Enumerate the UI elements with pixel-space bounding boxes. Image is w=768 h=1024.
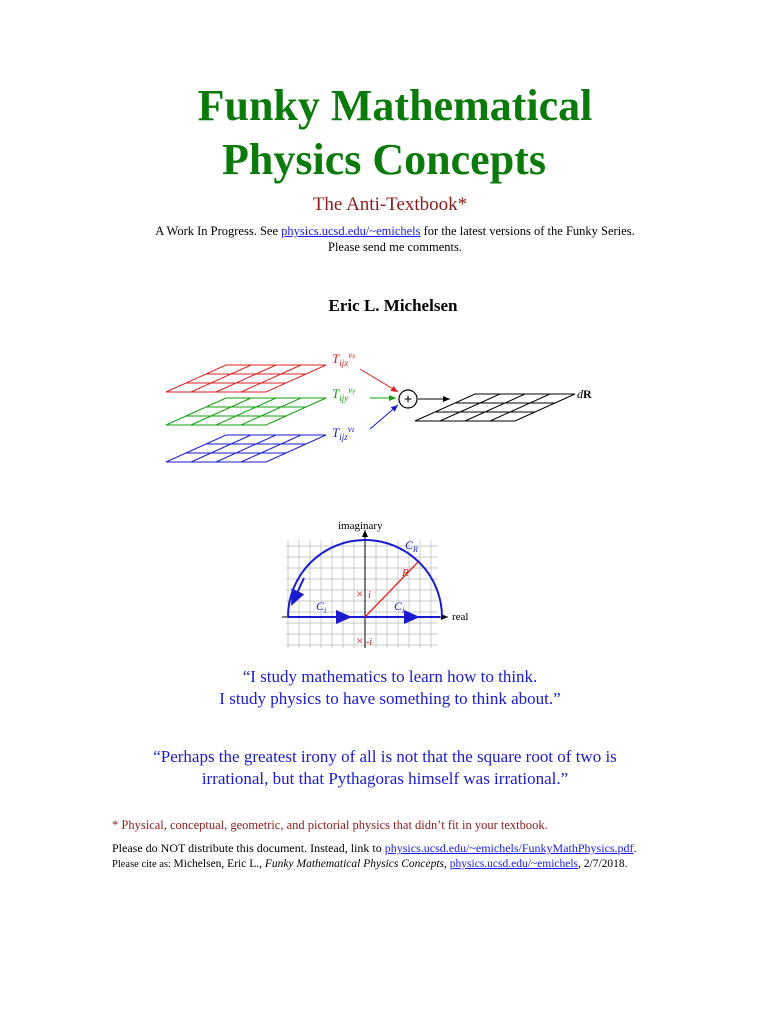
wip-suffix: for the latest versions of the Funky Series. — [420, 224, 635, 238]
contour-diagram — [278, 518, 488, 650]
pole-neg-i-label: -i — [366, 637, 373, 648]
pole-i-label: i — [368, 590, 371, 601]
title-line-2: Physics Concepts — [222, 135, 546, 184]
radius-label: R — [402, 567, 409, 579]
author: Eric L. Michelsen — [328, 296, 458, 315]
wip-line-2: Please send me comments. — [328, 240, 462, 254]
cite-prefix: Please cite as: — [112, 859, 174, 870]
label-tijx: $T_{ijx}^vx$ — [332, 350, 356, 368]
quote-1 — [0, 666, 768, 710]
footnote: * Physical, conceptual, geometric, and pictorial physics that didn’t fit in your textbook. — [112, 818, 548, 832]
real-label: real — [452, 611, 469, 623]
cite-sep: , — [444, 858, 450, 870]
label-tijz: $T_{ijz}^vz$ — [332, 424, 355, 442]
ci-left-label: $C_i$ — [316, 599, 327, 615]
quote-2-line-1: “Perhaps the greatest irony of all is not that the square root of two is — [153, 747, 617, 766]
subtitle: The Anti-Textbook* — [312, 194, 468, 215]
label-dR: dR — [577, 387, 592, 401]
tensor-sum-diagram — [160, 345, 600, 470]
red-grid-sheet — [166, 365, 326, 392]
pole-i-marker: × — [356, 586, 364, 601]
dist-suffix: . — [633, 841, 637, 855]
ci-right-label: $C_i$ — [394, 599, 405, 615]
green-grid-sheet — [166, 398, 326, 425]
blue-grid-sheet — [166, 435, 326, 462]
quote-1-line-2: I study physics to have something to think about.” — [219, 689, 561, 708]
radius-line — [365, 562, 418, 617]
arrow-x — [360, 369, 398, 392]
output-grid-sheet — [415, 394, 575, 421]
quote-1-line-1: “I study mathematics to learn how to think. — [242, 667, 538, 686]
plus-symbol: + — [403, 392, 413, 408]
dist-prefix: Please do NOT distribute this document. Instead, link to — [112, 841, 385, 855]
pole-neg-i-marker: × — [356, 633, 364, 648]
wip-prefix: A Work In Progress. See — [155, 224, 282, 238]
title-line-1: Funky Mathematical — [197, 81, 593, 130]
cite-work: Funky Mathematical Physics Concepts — [264, 858, 445, 870]
distribution-note — [112, 840, 637, 856]
arrow-z — [370, 405, 398, 429]
contour-arrow-left — [292, 578, 304, 604]
cite-link[interactable]: physics.ucsd.edu/~emichels — [449, 858, 579, 870]
quote-2-line-2: irrational, but that Pythagoras himself was irrational.” — [201, 769, 569, 788]
cite-date: , 2/7/2018. — [578, 858, 628, 870]
homepage-link[interactable]: physics.ucsd.edu/~emichels — [281, 224, 421, 238]
pdf-link[interactable]: physics.ucsd.edu/~emichels/FunkyMathPhysics.pdf — [384, 841, 634, 855]
cite-author: Michelsen, Eric L., — [173, 858, 265, 870]
work-in-progress-note — [0, 223, 768, 255]
quote-2 — [0, 746, 768, 790]
citation — [112, 856, 628, 873]
cr-label: $C_R$ — [405, 538, 418, 554]
label-tijy: $T_{ijy}^vy$ — [332, 385, 356, 403]
imaginary-label: imaginary — [338, 520, 383, 532]
